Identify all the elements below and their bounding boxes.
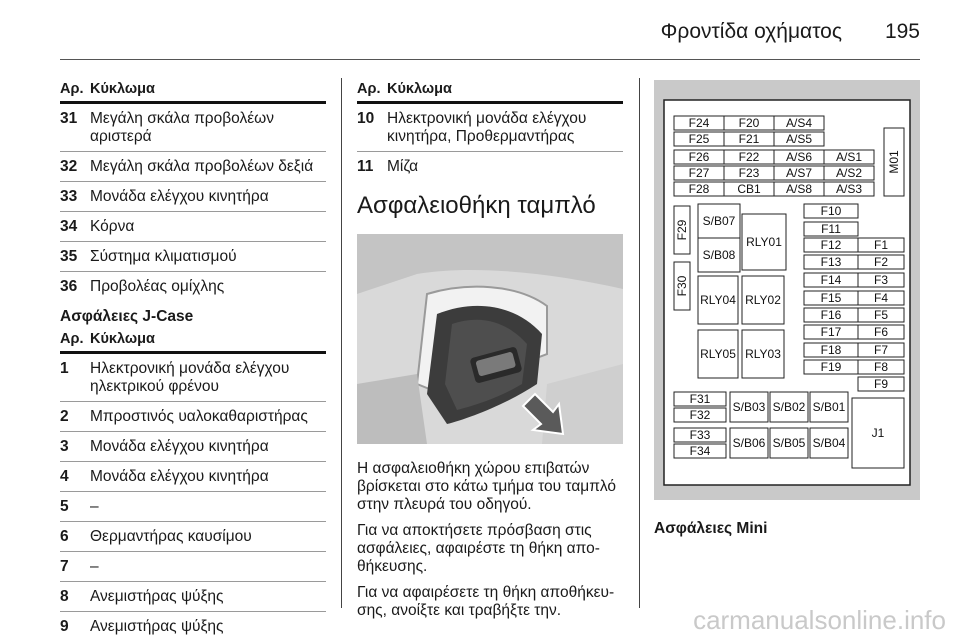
fuse-label: S/B04 (812, 436, 846, 450)
fuse-F2 (858, 255, 904, 269)
fuse-table-2 (60, 330, 326, 636)
row-circuit: Μονάδα ελέγχου κινητήρα (90, 468, 269, 485)
fuse-F9 (858, 377, 904, 391)
fuse-label: F18 (820, 343, 842, 357)
fuse-F13 (804, 255, 858, 269)
fuse-label: A/S2 (835, 166, 863, 180)
fuse-label: F13 (820, 255, 842, 269)
row-divider (60, 181, 326, 182)
left-column (60, 80, 326, 636)
section-subheading: Ασφάλειες J-Case (60, 308, 194, 325)
table-row (60, 278, 326, 296)
fuse-label: RLY02 (745, 293, 781, 307)
fuse-SB02 (770, 392, 808, 422)
fuse-label: F23 (738, 166, 760, 180)
fuse-AS4 (774, 116, 824, 130)
fuse-label: F11 (821, 222, 841, 236)
column-divider (341, 78, 342, 608)
relay-RLY02 (742, 276, 784, 324)
row-divider (60, 521, 326, 522)
fuse-label: F2 (873, 255, 889, 269)
fuse-SB03 (730, 392, 768, 422)
fuse-layout (654, 80, 920, 500)
fuse-label: F3 (873, 273, 889, 287)
table-row (60, 498, 326, 516)
row-circuit: Κόρνα (90, 218, 135, 235)
column-header-number: Αρ. (357, 81, 381, 97)
table-row (60, 558, 326, 576)
table-row (60, 438, 326, 456)
fuse-SB05 (770, 428, 808, 458)
fuse-label: F1 (873, 238, 889, 252)
row-number: 31 (60, 110, 78, 127)
header-divider (60, 59, 920, 60)
column-header-number: Αρ. (60, 331, 84, 347)
row-number: 33 (60, 188, 78, 205)
fuse-SB06 (730, 428, 768, 458)
fuse-label: A/S5 (785, 132, 813, 146)
row-circuit: – (90, 498, 99, 515)
table-header-rule (60, 101, 326, 104)
table-row (357, 158, 623, 176)
page-number: 195 (884, 20, 920, 43)
row-number: 8 (60, 588, 69, 605)
table-header-rule (357, 101, 623, 104)
row-number: 11 (357, 158, 374, 175)
table-row (60, 110, 326, 146)
fuse-label: F12 (820, 238, 842, 252)
fuse-label: F17 (820, 325, 842, 339)
fuse-label: F28 (688, 182, 710, 196)
fuse-label: F8 (873, 360, 889, 374)
fuse-label: S/B03 (732, 400, 766, 414)
fuse-F25 (674, 132, 724, 146)
fuse-label: CB1 (737, 182, 761, 196)
fuse-label: S/B02 (772, 400, 806, 414)
fuse-SB08 (698, 238, 740, 272)
fuse-label: F14 (820, 273, 842, 287)
row-divider (60, 611, 326, 612)
fuse-label: F26 (688, 150, 710, 164)
fuse-label: A/S7 (785, 166, 813, 180)
fuse-F33 (674, 428, 726, 442)
fuse-AS5 (774, 132, 824, 146)
fuse-F8 (858, 360, 904, 374)
fuse-CB1 (724, 182, 774, 196)
table-row (60, 408, 326, 426)
fuse-label: A/S1 (835, 150, 863, 164)
table-header (357, 80, 623, 98)
fuse-AS7 (774, 166, 824, 180)
fuse-F4 (858, 291, 904, 305)
fuse-label: F7 (873, 343, 889, 357)
relay-RLY04 (698, 276, 738, 324)
fuse-AS2 (824, 166, 874, 180)
row-number: 5 (60, 498, 69, 515)
row-divider (60, 461, 326, 462)
row-divider (60, 491, 326, 492)
row-circuit: Θερμαντήρας καυσίμου (90, 528, 252, 545)
fuse-label: F4 (873, 291, 889, 305)
fuse-label: A/S3 (835, 182, 863, 196)
fuse-F23 (724, 166, 774, 180)
row-number: 35 (60, 248, 78, 265)
row-number: 32 (60, 158, 78, 175)
section-heading: Ασφαλειοθήκη ταμπλό (357, 192, 596, 219)
relay-RLY01 (742, 214, 786, 270)
row-divider (60, 431, 326, 432)
row-circuit: Μπροστινός υαλοκαθαριστήρας (90, 408, 308, 425)
row-circuit: Μίζα (387, 158, 419, 175)
column-header-circuit: Κύκλωμα (387, 81, 452, 97)
fuse-label: A/S8 (785, 182, 813, 196)
fuse-F10 (804, 204, 858, 218)
fuse-AS3 (824, 182, 874, 196)
row-number: 3 (60, 438, 69, 455)
fuse-F12 (804, 238, 858, 252)
fuse-F32 (674, 408, 726, 422)
table-header-rule (60, 351, 326, 354)
row-number: 4 (60, 468, 69, 485)
row-number: 7 (60, 558, 69, 575)
fuse-label: F24 (688, 116, 710, 130)
row-number: 9 (60, 618, 69, 635)
fuse-label: RLY03 (745, 347, 781, 361)
table-row (60, 618, 326, 636)
fuse-label: S/B07 (702, 214, 736, 228)
row-circuit: Μονάδα ελέγχου κινητήρα (90, 188, 269, 205)
fuse-label: F22 (738, 150, 760, 164)
row-circuit: Μεγάλη σκάλα προβολέων δεξιά (90, 158, 314, 175)
fuse-F7 (858, 343, 904, 357)
row-divider (60, 581, 326, 582)
fuse-J1 (852, 398, 904, 468)
row-divider (357, 151, 623, 152)
diagram-caption: Ασφάλειες Mini (654, 520, 768, 537)
fuse-F29 (674, 206, 690, 254)
fuse-label: F21 (738, 132, 760, 146)
column-divider (639, 78, 640, 608)
fuse-label: S/B08 (702, 248, 736, 262)
fuse-F17 (804, 325, 858, 339)
fuse-F11 (804, 222, 858, 236)
paragraph: Για να αποκτήσετε πρόσβαση στις ασφάλειες, αφαιρέστε τη θήκη απο-θήκευσης. (357, 522, 600, 575)
row-circuit: Ανεμιστήρας ψύξης (90, 588, 224, 605)
fuse-label: S/B05 (772, 436, 806, 450)
paragraph: Η ασφαλειοθήκη χώρου επιβατών βρίσκεται στο κάτω τμήμα του ταμπλό στην πλευρά του οδηγού. (357, 460, 617, 513)
table-row (60, 528, 326, 546)
fuse-F24 (674, 116, 724, 130)
fuse-label: RLY01 (746, 235, 782, 249)
fuse-label: F15 (820, 291, 842, 305)
column-header-number: Αρ. (60, 81, 84, 97)
fuse-label: F10 (820, 204, 842, 218)
row-number: 6 (60, 528, 69, 545)
table-row (357, 110, 623, 146)
fuse-F16 (804, 308, 858, 322)
row-number: 2 (60, 408, 69, 425)
fuse-F6 (858, 325, 904, 339)
fuse-label: F33 (689, 428, 711, 442)
table-row (60, 360, 326, 396)
fuse-label: F19 (820, 360, 842, 374)
fuse-label: S/B01 (812, 400, 846, 414)
fuse-AS8 (774, 182, 824, 196)
row-divider (60, 271, 326, 272)
row-divider (60, 241, 326, 242)
row-number: 34 (60, 218, 78, 235)
fuse-F18 (804, 343, 858, 357)
fuse-label: A/S4 (785, 116, 813, 130)
row-number: 36 (60, 278, 78, 295)
table-row (60, 248, 326, 266)
fuse-AS6 (774, 150, 824, 164)
table-row (60, 218, 326, 236)
row-divider (60, 551, 326, 552)
fuse-F26 (674, 150, 724, 164)
table-row (60, 468, 326, 486)
fuse-label: F34 (689, 444, 711, 458)
row-circuit: Σύστημα κλιματισμού (90, 248, 237, 265)
row-circuit: – (90, 558, 99, 575)
row-circuit: Μονάδα ελέγχου κινητήρα (90, 438, 269, 455)
table-row (60, 588, 326, 606)
fuse-label: S/B06 (732, 436, 766, 450)
row-divider (60, 151, 326, 152)
fuse-F14 (804, 273, 858, 287)
fuse-table-1 (60, 80, 326, 296)
fuse-label: F29 (675, 219, 689, 241)
row-circuit: Ανεμιστήρας ψύξης (90, 618, 224, 635)
fuse-label: F20 (738, 116, 760, 130)
row-divider (60, 401, 326, 402)
row-circuit: Ηλεκτρονική μονάδα ελέγχου ηλεκτρικού φρένου (90, 360, 290, 395)
fuse-label: F32 (689, 408, 711, 422)
glovebox-illustration (357, 234, 623, 444)
fuse-F31 (674, 392, 726, 406)
paragraph: Για να αφαιρέσετε τη θήκη αποθήκευ-σης, ανοίξτε και τραβήξτε την. (357, 584, 615, 619)
fuse-SB07 (698, 204, 740, 238)
fuse-SB04 (810, 428, 848, 458)
relay-RLY05 (698, 330, 738, 378)
fuse-F21 (724, 132, 774, 146)
fuse-F1 (858, 238, 904, 252)
table-header (60, 80, 326, 98)
fuse-F20 (724, 116, 774, 130)
fuse-F27 (674, 166, 724, 180)
fuse-M01 (884, 128, 904, 196)
fuse-F34 (674, 444, 726, 458)
column-header-circuit: Κύκλωμα (90, 81, 155, 97)
fuse-F28 (674, 182, 724, 196)
row-circuit: Προβολέας ομίχλης (90, 278, 225, 295)
fuse-F19 (804, 360, 858, 374)
fuse-F15 (804, 291, 858, 305)
fuse-label: J1 (871, 426, 885, 440)
page-title: Φροντίδα οχήματος (660, 20, 842, 43)
fuse-label: F16 (820, 308, 842, 322)
fuse-AS1 (824, 150, 874, 164)
fuse-label: A/S6 (785, 150, 813, 164)
fuse-F30 (674, 262, 690, 310)
table-row (60, 158, 326, 176)
fuse-label: F5 (873, 308, 889, 322)
fuse-label: F9 (873, 377, 889, 391)
fuse-label: F6 (873, 325, 889, 339)
fuse-label: RLY04 (700, 293, 736, 307)
table-row (60, 188, 326, 206)
row-number: 1 (60, 360, 69, 377)
fuse-F3 (858, 273, 904, 287)
relay-RLY03 (742, 330, 784, 378)
fuse-label: M01 (887, 150, 901, 174)
fuse-table-3 (357, 80, 623, 176)
fuse-label: F31 (689, 392, 711, 406)
table-header (60, 330, 326, 348)
row-circuit: Μεγάλη σκάλα προβολέων αριστερά (90, 110, 274, 145)
fuse-SB01 (810, 392, 848, 422)
fuse-F5 (858, 308, 904, 322)
fuse-box-diagram (654, 80, 920, 500)
row-circuit: Ηλεκτρονική μονάδα ελέγχου κινητήρα, Προθερμαντήρας (387, 110, 587, 145)
fuse-label: F25 (688, 132, 710, 146)
middle-column (357, 80, 623, 620)
glovebox-photo (357, 234, 623, 444)
fuse-label: F30 (675, 275, 689, 297)
row-number: 10 (357, 110, 375, 127)
watermark: carmanualsonline.info (693, 605, 946, 635)
fuse-label: RLY05 (700, 347, 736, 361)
fuse-F22 (724, 150, 774, 164)
row-divider (60, 211, 326, 212)
fuse-label: F27 (688, 166, 710, 180)
column-header-circuit: Κύκλωμα (90, 331, 155, 347)
